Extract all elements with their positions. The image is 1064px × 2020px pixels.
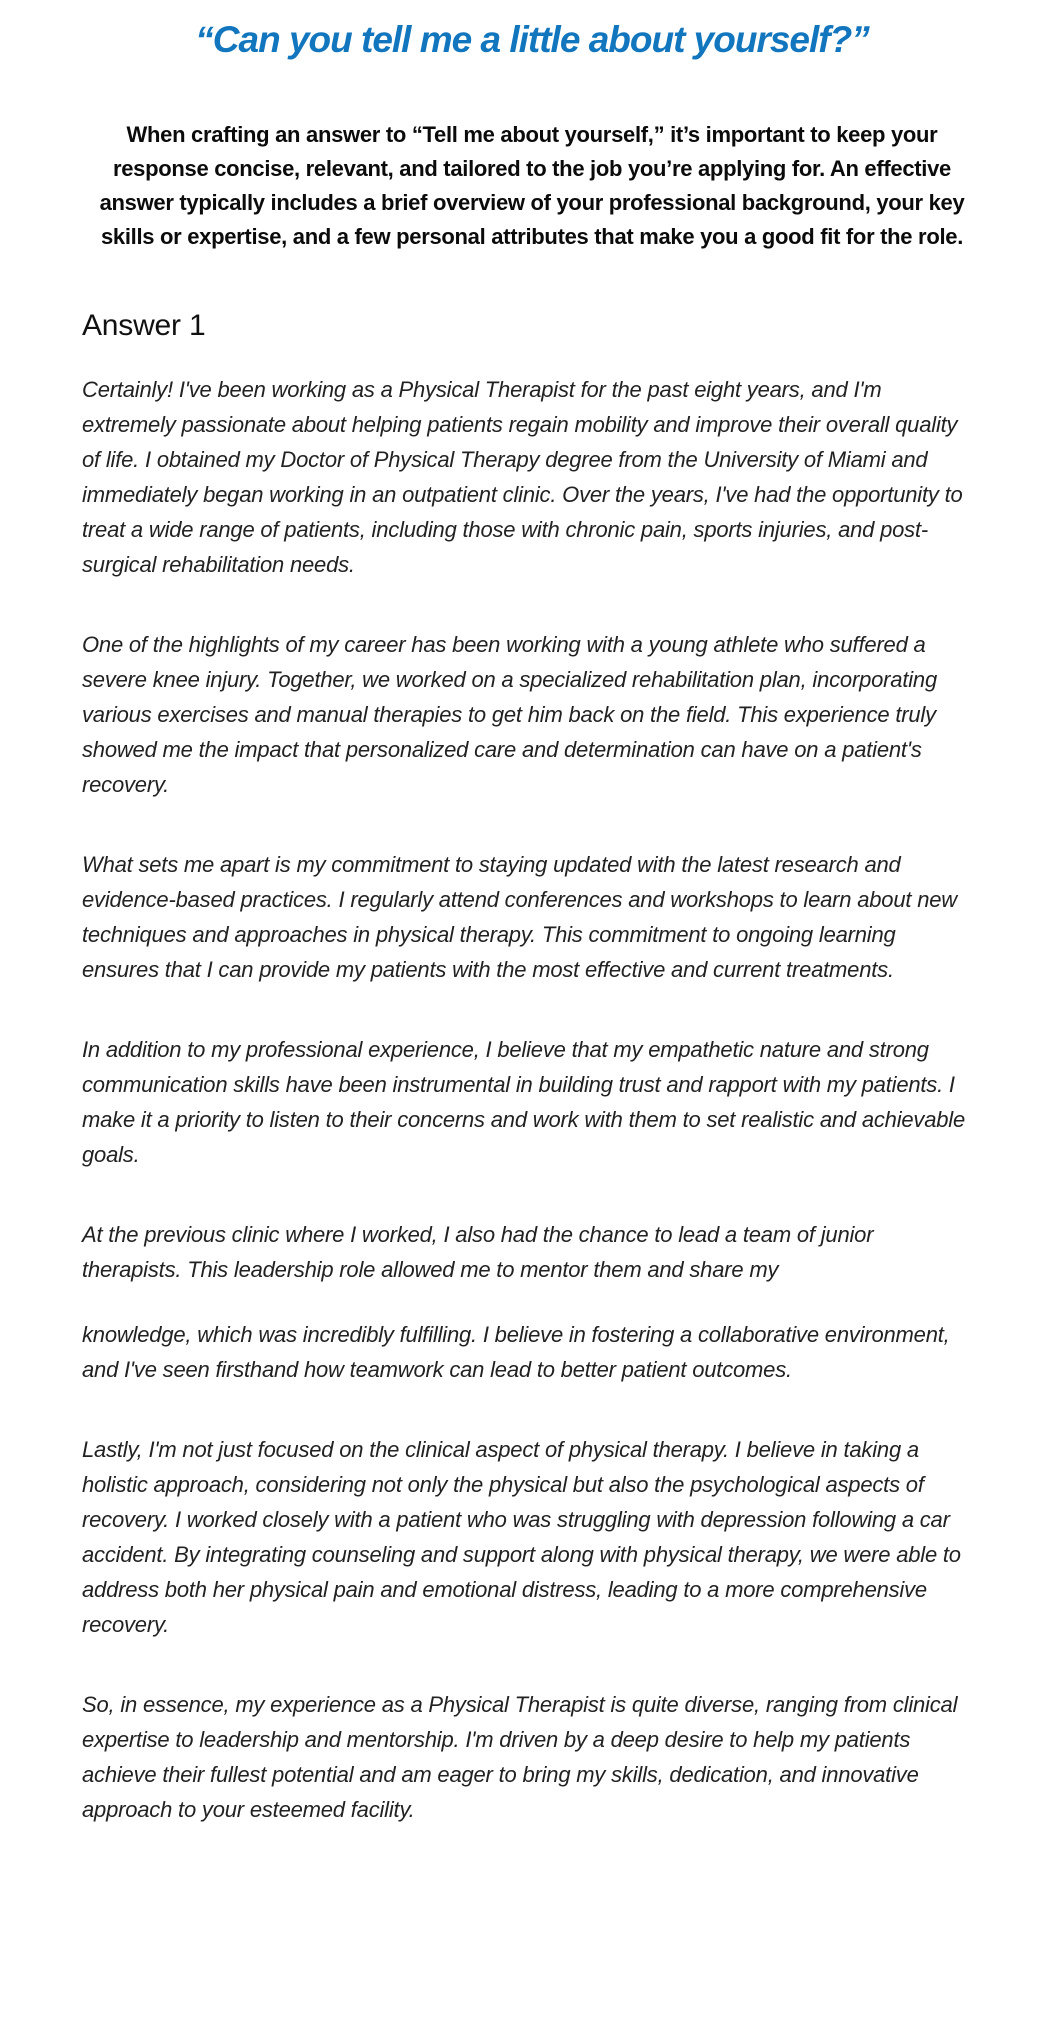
answer-paragraph-2: One of the highlights of my career has been working with a young athlete who suffered a severe knee injury. Together, we worked on a specialized rehabilitation plan, incorporating various exercises and manual therapies to get him back on the field. This experience truly showed me the impact that personalized care and determination can have on a patient's recovery. xyxy=(82,632,937,797)
answer-paragraph-5-continuation: knowledge, which was incredibly fulfilling. I believe in fostering a collaborative environment, and I've seen firsthand how teamwork can lead to better patient outcomes. xyxy=(82,1322,950,1382)
answer-paragraph-3: What sets me apart is my commitment to staying updated with the latest research and evidence-based practices. I regularly attend conferences and workshops to learn about new techniques and approaches in physical therapy. This commitment to ongoing learning ensures that I can provide my patients with the most effective and current treatments. xyxy=(82,852,957,982)
answer-paragraph-6: Lastly, I'm not just focused on the clinical aspect of physical therapy. I believe in taking a holistic approach, considering not only the physical but also the psychological aspects of recovery. I worked closely with a patient who was struggling with depression following a car accident. By integrating counseling and support along with physical therapy, we were able to address both her physical pain and emotional distress, leading to a more comprehensive recovery. xyxy=(82,1437,961,1637)
intro-paragraph: When crafting an answer to “Tell me about yourself,” it’s important to keep your response concise, relevant, and tailored to the job you’re applying for. An effective answer typically includes a brief overview of your professional background, your key skills or expertise, and a few personal attributes that make you a good fit for the role. xyxy=(99,122,965,249)
page-title: “Can you tell me a little about yourself?” xyxy=(195,19,869,60)
answer-heading: Answer 1 xyxy=(82,309,206,342)
answer-paragraph-5: At the previous clinic where I worked, I also had the chance to lead a team of junior therapists. This leadership role allowed me to mentor them and share my xyxy=(82,1222,874,1282)
answer-body xyxy=(82,372,972,1827)
answer-paragraph-7: So, in essence, my experience as a Physical Therapist is quite diverse, ranging from clinical expertise to leadership and mentorship. I'm driven by a deep desire to help my patients achieve their fullest potential and am eager to bring my skills, dedication, and innovative approach to your esteemed facility. xyxy=(82,1692,958,1822)
answer-paragraph-4: In addition to my professional experience, I believe that my empathetic nature and strong communication skills have been instrumental in building trust and rapport with my patients. I make it a priority to listen to their concerns and work with them to set realistic and achievable goals. xyxy=(82,1037,966,1167)
answer-paragraph-1: Certainly! I've been working as a Physical Therapist for the past eight years, and I'm extremely passionate about helping patients regain mobility and improve their overall quality of life. I obtained my Doctor of Physical Therapy degree from the University of Miami and immediately began working in an outpatient clinic. Over the years, I've had the opportunity to treat a wide range of patients, including those with chronic pain, sports injuries, and post-surgical rehabilitation needs. xyxy=(82,377,963,577)
